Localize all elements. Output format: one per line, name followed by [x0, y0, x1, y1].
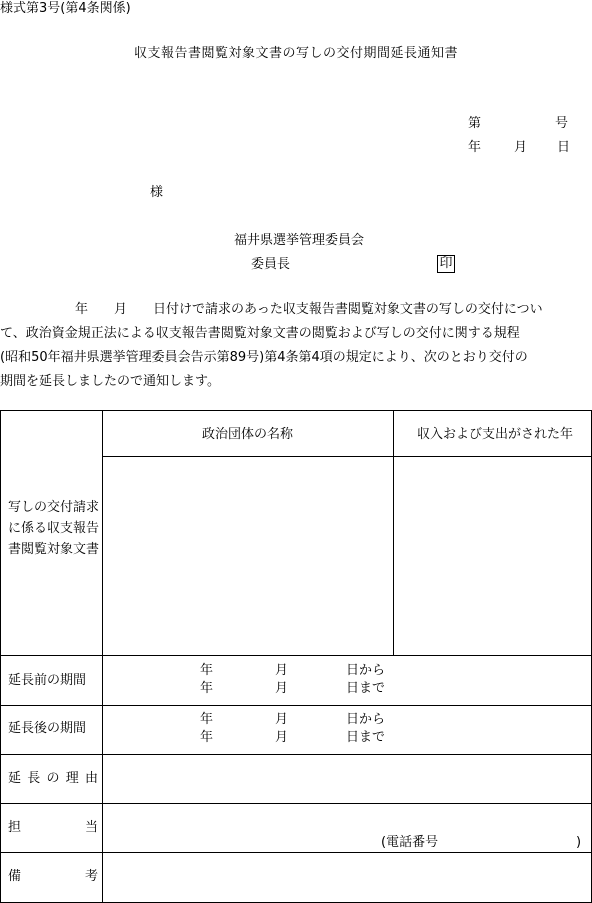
table-border-top	[0, 410, 592, 411]
before-from-year: 年	[200, 663, 214, 678]
after-from-month: 月	[275, 712, 289, 727]
remarks-char: 考	[84, 869, 98, 884]
remarks-field[interactable]	[103, 853, 591, 902]
date-day: 日	[557, 140, 571, 155]
row-divider-1	[0, 655, 592, 656]
before-until-month: 月	[275, 681, 289, 696]
seal-mark: 印	[437, 255, 455, 273]
date-year: 年	[468, 140, 482, 155]
org-name-field[interactable]	[103, 457, 393, 655]
doc-label: 写しの交付請求に係る収支報告書閲覧対象文書	[8, 500, 100, 557]
form-number: 様式第3号(第4条関係)	[0, 1, 131, 16]
phone-label: (電話番号	[381, 835, 439, 850]
reason-field[interactable]	[103, 755, 591, 803]
contact-field[interactable]	[103, 804, 591, 852]
reason-char: 理	[65, 771, 79, 786]
sender-organization: 福井県選挙管理委員会	[234, 233, 365, 248]
after-from-day: 日から	[346, 712, 386, 727]
number-suffix: 号	[555, 116, 569, 131]
document-title: 収支報告書閲覧対象文書の写しの交付期間延長通知書	[133, 46, 458, 61]
contact-char: 担	[8, 820, 22, 835]
before-from-month: 月	[275, 663, 289, 678]
table-border-left	[0, 410, 1, 903]
year-field[interactable]	[394, 457, 591, 655]
body-line-2: て、政治資金規正法による収支報告書閲覧対象文書の閲覧および写しの交付に関する規程	[0, 326, 520, 341]
after-until-day: 日まで	[346, 730, 386, 745]
after-from-year: 年	[200, 712, 214, 727]
sender-title: 委員長	[251, 257, 291, 272]
before-period-label: 延長前の期間	[8, 673, 87, 688]
reason-char: 長	[27, 771, 41, 786]
remarks-char: 備	[8, 869, 22, 884]
remarks-label	[8, 870, 98, 883]
addressee-suffix: 様	[150, 185, 164, 200]
after-until-month: 月	[275, 730, 289, 745]
phone-close-paren: )	[576, 835, 582, 850]
contact-char: 当	[84, 820, 98, 835]
before-from-day: 日から	[346, 663, 386, 678]
row-divider-2	[0, 705, 592, 706]
body-line-3: (昭和50年福井県選挙管理委員会告示第89号)第4条第4項の規定により、次のとおり交付の	[0, 350, 528, 365]
body-line-1: 年 月 日付けで請求のあった収支報告書閲覧対象文書の写しの交付につい	[75, 302, 543, 317]
notice-table	[0, 410, 592, 903]
year-header: 収入および支出がされた年	[416, 427, 573, 442]
date-month: 月	[514, 140, 528, 155]
reason-char: 由	[84, 771, 98, 786]
reason-char: の	[46, 771, 60, 786]
number-prefix: 第	[468, 116, 482, 131]
org-name-header: 政治団体の名称	[201, 427, 293, 442]
contact-label	[8, 821, 98, 834]
body-line-4: 期間を延長しましたので通知します。	[0, 374, 220, 389]
before-until-day: 日まで	[346, 681, 386, 696]
reason-char: 延	[8, 771, 22, 786]
reason-label	[8, 772, 98, 785]
before-until-year: 年	[200, 681, 214, 696]
after-period-label: 延長後の期間	[8, 721, 87, 736]
after-until-year: 年	[200, 730, 214, 745]
